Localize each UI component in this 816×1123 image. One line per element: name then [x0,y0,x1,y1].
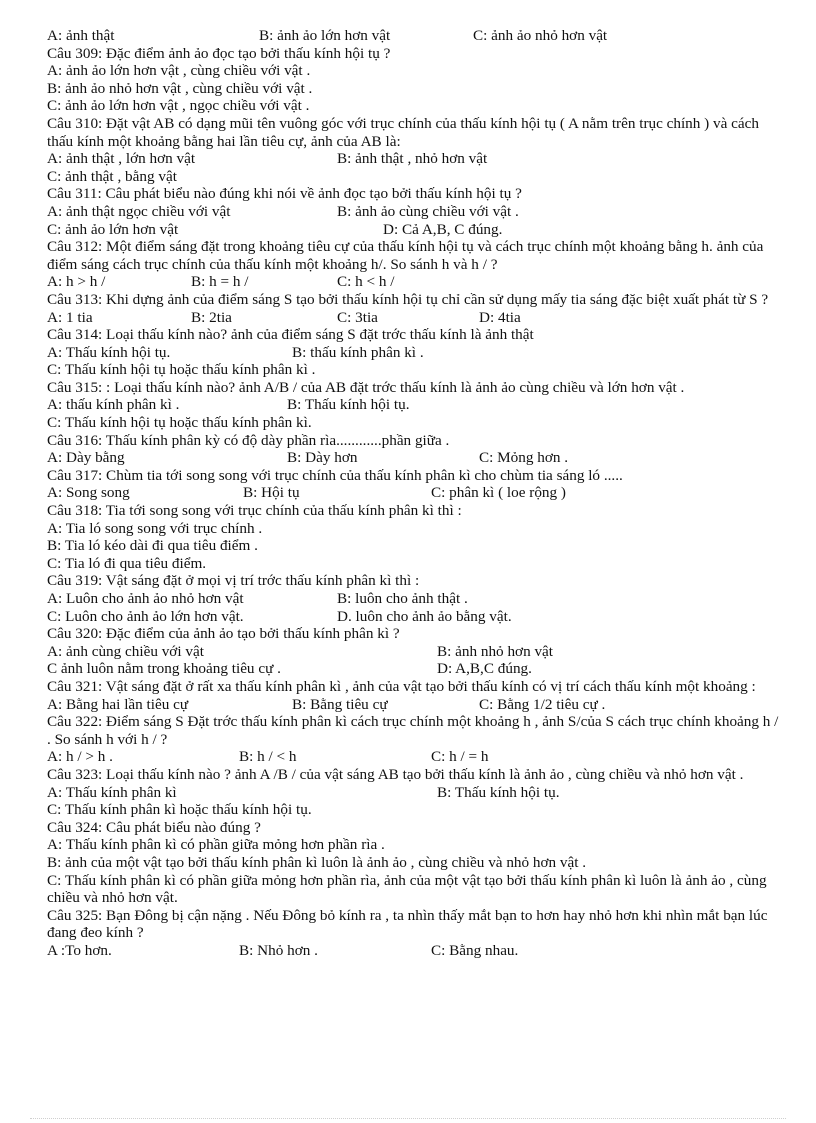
answer-row [47,748,785,766]
answer-row [47,942,785,960]
answer-option: B: 2tia [191,308,232,326]
answer-option: C: 3tia [337,308,378,326]
answer-option: C: ảnh ảo nhỏ hơn vật [473,27,608,44]
question-310: Câu 310: Đặt vật AB có dạng mũi tên vuông góc với trục chính của thấu kính hội tụ ( A nằm trên trục chính ) và cách thấu kính một khoảng bằng hai lần tiêu cự, ảnh của AB là: [47,114,759,150]
answer-row [47,449,785,467]
answer-option: A: Dày bằng [47,449,125,467]
answer-option: B: Dày hơn [287,449,358,467]
answer-option: C: phân kì ( loe rộng ) [431,484,566,502]
question-311: Câu 311: Câu phát biểu nào đúng khi nói về ảnh đọc tạo bởi thấu kính hội tụ ? [47,185,522,203]
answer-option: B: Thấu kính hội tụ. [287,396,410,414]
answer-option: C ảnh luôn nằm trong khoảng tiêu cự . [47,660,281,678]
question-322: Câu 322: Điểm sáng S Đặt trớc thấu kính phân kì cách trục chính một khoảng h , ảnh S/của S cách trục chính khoảng h / . So sánh h với h / ? [47,713,779,748]
answer-option: A: Song song [47,484,130,502]
answer-option: B: luôn cho ảnh thật . [337,590,468,607]
question-323: Câu 323: Loại thấu kính nào ? ảnh A /B / của vật sáng AB tạo bởi thấu kính là ảnh ảo , cùng chiều và nhỏ hơn vật . [47,765,744,783]
question-317: Câu 317: Chùm tia tới song song với trục chính của thấu kính phân kì cho chùm tia sáng ló ..... [47,466,623,484]
answer-option: A: ảnh thật ngọc chiều với vật [47,202,231,220]
answer-option: A: Luôn cho ảnh ảo nhỏ hơn vật [47,590,244,607]
answer-option: B: Thấu kính hội tụ. [437,783,560,801]
answer-option: C: Thấu kính phân kì hoặc thấu kính hội tụ. [47,801,312,819]
answer-option: A: thấu kính phân kì . [47,396,180,414]
answer-row [47,344,785,362]
answer-row [47,273,785,291]
answer-option: C: Bằng 1/2 tiêu cự . [479,695,606,713]
answer-option: C: Thấu kính hội tụ hoặc thấu kính phân kì . [47,361,316,379]
answer-option: A :To hơn. [47,941,112,959]
document-page [47,27,785,959]
answer-row [47,27,785,45]
answer-row [47,203,785,221]
answer-option: B: ảnh của một vật tạo bởi thấu kính phân kì luôn là ảnh ảo , cùng chiều và nhỏ hơn vật . [47,853,587,871]
answer-option: C: h / = h [431,748,489,766]
answer-row [47,590,785,608]
answer-option: A: ảnh ảo lớn hơn vật , cùng chiều với vật . [47,62,311,80]
answer-option: A: h > h / [47,273,106,291]
answer-row [47,309,785,327]
answer-row [47,396,785,414]
answer-option: B: ảnh ảo lớn hơn vật [259,27,391,44]
answer-row [47,608,785,626]
question-320: Câu 320: Đặc điểm của ảnh ảo tạo bởi thấu kính phân kì ? [47,625,400,643]
answer-option: A: ảnh cùng chiều với vật [47,642,204,660]
question-314: Câu 314: Loại thấu kính nào? ảnh của điểm sáng S đặt trớc thấu kính là ảnh thật [47,326,534,344]
page-bottom-rule [30,1118,786,1119]
answer-option: B: Hội tụ [243,484,300,502]
answer-option: C: Tia ló đi qua tiêu điểm. [47,554,207,572]
answer-option: A: Thấu kính phân kì có phần giữa mỏng hơn phần rìa . [47,836,385,854]
answer-option: D. luôn cho ảnh ảo bằng vật. [337,607,512,625]
answer-option: A: Tia ló song song với trục chính . [47,519,263,537]
answer-option: B: h = h / [191,273,249,291]
answer-option: C: h < h / [337,273,395,291]
answer-option: B: ảnh ảo nhỏ hơn vật , cùng chiều với vật . [47,79,313,97]
answer-option: D: 4tia [479,308,521,326]
answer-row [47,150,785,168]
question-325: Câu 325: Bạn Đông bị cận nặng . Nếu Đông bỏ kính ra , ta nhìn thấy mắt bạn to hơn hay nhỏ hơn khi nhìn mắt bạn lúc đang đeo kính ? [47,906,768,942]
answer-row [47,484,785,502]
answer-option: D: Cả A,B, C đúng. [383,220,503,238]
answer-option: C: Thấu kính hội tụ hoặc thấu kính phân kì. [47,414,312,432]
question-315: Câu 315: : Loại thấu kính nào? ảnh A/B / của AB đặt trớc thấu kính là ảnh ảo cùng chiều và lớn hơn vật . [47,378,685,396]
answer-option: B: ảnh nhỏ hơn vật [437,642,554,660]
answer-option: B: thấu kính phân kì . [292,343,424,361]
answer-option: C: ảnh thật , bằng vật [47,167,177,185]
question-318: Câu 318: Tia tới song song với trục chính của thấu kính phân kì thì : [47,502,462,520]
answer-option: A: ảnh thật [47,27,115,44]
question-309: Câu 309: Đặc điểm ảnh ảo đọc tạo bởi thấu kính hội tụ ? [47,44,391,62]
answer-option: C: ảnh ảo lớn hơn vật [47,220,179,238]
answer-option: B: ảnh ảo cùng chiều với vật . [337,202,519,220]
answer-option: C: ảnh ảo lớn hơn vật , ngọc chiều với vật . [47,97,310,115]
answer-option: A: ảnh thật , lớn hơn vật [47,150,196,168]
answer-option: A: Thấu kính hội tụ. [47,343,171,361]
answer-option: B: Nhỏ hơn . [239,941,318,959]
answer-row [47,221,785,239]
answer-option: D: A,B,C đúng. [437,660,532,678]
answer-option: C: Mỏng hơn . [479,449,569,467]
answer-option: A: 1 tia [47,308,93,326]
question-321: Câu 321: Vật sáng đặt ở rất xa thấu kính phân kì , ảnh của vật tạo bởi thấu kính có vị trí cách thấu kính một khoảng : [47,677,756,695]
answer-row [47,643,785,661]
answer-option: B: Tia ló kéo dài đi qua tiêu điểm . [47,537,258,555]
answer-option: B: h / < h [239,748,297,766]
question-319: Câu 319: Vật sáng đặt ở mọi vị trí trớc thấu kính phân kì thì : [47,572,420,590]
answer-row [47,784,785,802]
answer-option: A: Thấu kính phân kì [47,783,177,801]
question-313: Câu 313: Khi dựng ảnh của điểm sáng S tạo bởi thấu kính hội tụ chỉ cần sử dụng mấy tia sáng đặc biệt xuất phát từ S ? [47,290,769,308]
answer-row [47,660,785,678]
answer-option: B: Bằng tiêu cự [292,695,388,713]
answer-option: A: Bằng hai lần tiêu cự [47,695,189,713]
answer-option: C: Luôn cho ảnh ảo lớn hơn vật. [47,607,244,625]
question-324: Câu 324: Câu phát biểu nào đúng ? [47,818,261,836]
answer-option: A: h / > h . [47,748,113,766]
answer-option: B: ảnh thật , nhỏ hơn vật [337,150,488,168]
question-316: Câu 316: Thấu kính phân kỳ có độ dày phần rìa............phần giữa . [47,431,450,449]
question-312: Câu 312: Một điểm sáng đặt trong khoảng tiêu cự của thấu kính hội tụ và cách trục chính một khoảng bằng h. ảnh của điểm sáng cách trục chính của thấu kính một khoảng h/. So sánh h và h / ? [47,238,764,273]
answer-option: C: Bằng nhau. [431,941,519,959]
answer-row [47,696,785,714]
answer-option: C: Thấu kính phân kì có phần giữa mỏng hơn phần rìa, ảnh của một vật tạo bởi thấu kính phân kì luôn là ảnh ảo , cùng chiều và nhỏ hơn vật. [47,871,767,907]
